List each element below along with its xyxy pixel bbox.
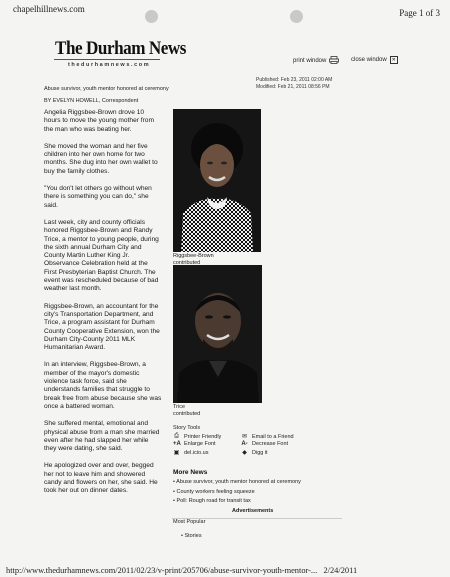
more-news-link[interactable]: • Poll: Rough road for transit tax [173,497,301,507]
delicious-link[interactable] [173,449,208,456]
more-news-link[interactable]: • County workers feeling squeeze [173,488,301,498]
photo-caption [173,404,200,417]
photo-riggsbee-brown [173,109,261,252]
printer-icon [329,56,339,66]
printer-icon: ⎙ [174,433,179,439]
delicious-icon: ▣ [173,450,180,456]
print-footer-date: 2/24/2011 [323,566,358,575]
print-window-label: print window [293,58,327,64]
digg-link[interactable] [241,449,268,456]
article-paragraph: She suffered mental, emotional and physical abuse from a man she married even after he had slapped her while they were dating, she said. [44,420,160,453]
most-popular-title: Most Popular [173,519,206,525]
article-dates [256,77,332,90]
digg-icon: ◆ [242,450,247,456]
article-paragraph: Last week, city and county officials honored Riggsbee-Brown and Randy Trice, a mentor to young people, during the sixth annual Durham City and County Martin Luther King Jr. Observance Celebration held at the First Presbyterian Baptist Church. The event was rescheduled because of bad weather last month. [44,218,159,293]
article-paragraph: "You don't let others go without when there is something you can do," she said. [44,185,152,209]
email-icon: ✉ [241,434,248,440]
close-icon: ✕ [391,57,396,63]
tab-stories-label: Stories [184,533,202,539]
article-paragraph: She moved the woman and her five children into her own home for two months. She dug into her own wallet to buy the family clothes. [44,142,158,175]
close-window-button[interactable] [351,56,398,64]
font-enlarge-icon: +A [173,441,181,447]
print-window-button[interactable] [293,56,339,66]
tool-label: Decrease Font [252,441,289,447]
tool-label: Enlarge Font [184,441,216,447]
print-footer [6,566,357,575]
story-tools-title: Story Tools [173,425,201,431]
photo-caption-name: Trice [173,404,186,410]
photo-caption-credit: contributed [173,259,201,266]
modified-date: Modified: Feb 21, 2011 08:56 PM [256,83,330,90]
enlarge-font-link[interactable] [173,441,216,447]
email-friend-link[interactable] [241,433,294,440]
article-body [44,109,162,505]
punch-hole [145,10,158,23]
tool-label: Digg it [252,449,268,456]
tool-label: Email to a Friend [252,433,294,440]
printer-friendly-link[interactable] [173,433,221,440]
site-logo-url: thedurhamnews.com [68,62,151,68]
article-byline: BY EVELYN HOWELL, Correspondent [44,98,139,104]
font-decrease-icon: A- [241,441,248,447]
print-header-page-number: Page 1 of 3 [399,8,440,18]
print-header-site: chapelhillnews.com [13,4,85,14]
photo-caption-credit: contributed [173,410,201,417]
print-footer-url: http://www.thedurhamnews.com/2011/02/23/v-print/205706/abuse-survivor-youth-mentor-... [6,566,318,575]
punch-hole [290,10,303,23]
article-paragraph: In an interview, Riggsbee-Brown, a member of the mayor's domestic violence task force, said she understands families that struggle to break free from abuse because she was once a battered woman. [44,361,162,410]
more-news-list [173,478,301,507]
article-headline: Abuse survivor, youth mentor honored at ceremony [44,86,169,92]
site-logo[interactable]: The Durham News [55,38,187,59]
article-paragraph: He apologized over and over, begged her not to leave him and showered candy and flowers on her, she said. He took her out on dinner dates. [44,462,158,495]
published-date: Published: Feb 23, 2011 02:00 AM [256,77,333,83]
more-news-link[interactable]: • Abuse survivor, youth mentor honored at ceremony [173,478,301,488]
article-paragraph: Riggsbee-Brown, an accountant for the city's Transportation Department, and Trice, a program assistant for Durham County Cooperative Extension, won the Durham City-County 2011 MLK Humanitarian Award. [44,302,160,352]
logo-divider [54,59,160,60]
decrease-font-link[interactable] [241,441,288,447]
photo-trice [173,265,262,403]
tool-label: Printer Friendly [184,433,222,440]
tool-label: del.icio.us [184,449,209,456]
close-window-label: close window [351,57,387,63]
article-paragraph: Angelia Riggsbee-Brown drove 10 hours to move the young mother from the man who was beating her. [44,109,154,133]
photo-caption-name: Riggsbee-Brown [173,253,214,259]
tab-stories[interactable]: • Stories [181,533,202,539]
more-news-title: More News [173,469,208,476]
advertisements-label: Advertisements [232,508,274,514]
